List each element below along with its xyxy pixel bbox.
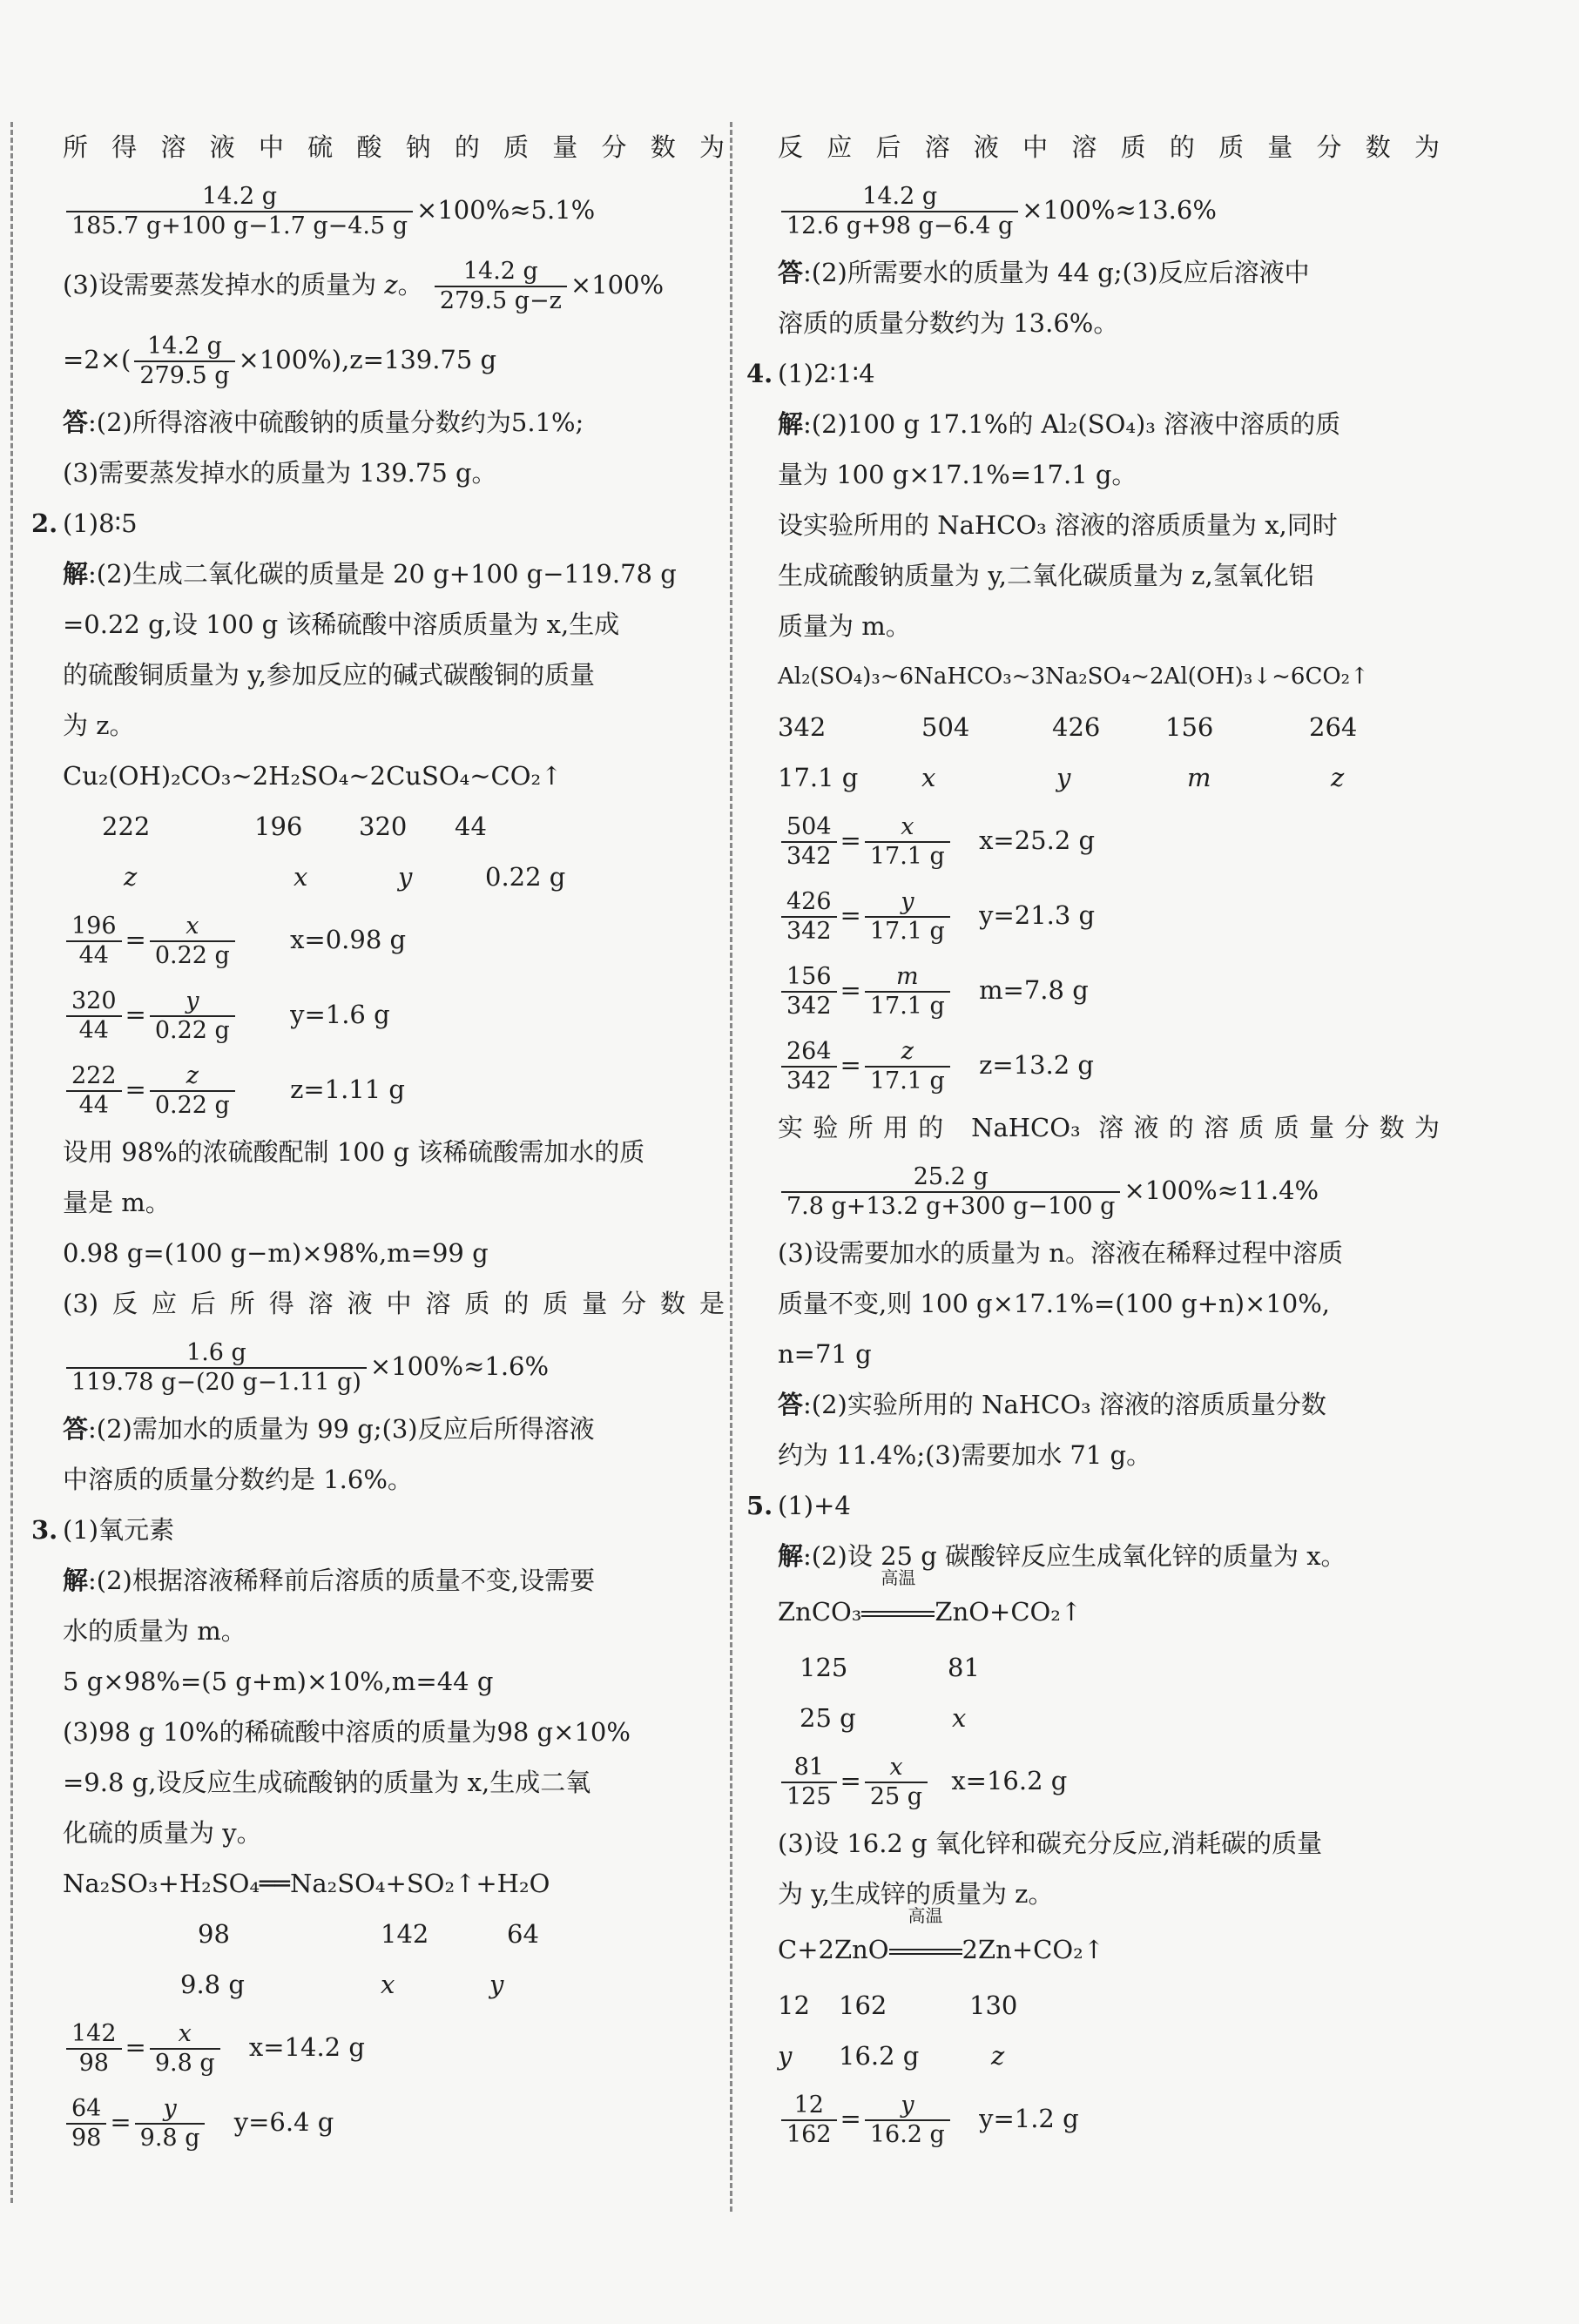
- fraction: $\frac{12}{162}$: [781, 2092, 837, 2149]
- text-line: 为 z。: [63, 711, 135, 740]
- variable-row: y 16.2 g z: [778, 2041, 1005, 2071]
- text-line: 化硫的质量为 y。: [63, 1818, 262, 1848]
- fraction: $\frac{264}{342}$: [781, 1038, 837, 1095]
- ratio-line: $\frac{142}{98}$ = $\frac{x}{9.8 g}$ x=14.2 g: [63, 2010, 725, 2085]
- fraction: $\frac{14.2 g}{279.5 g-z}$: [435, 258, 567, 315]
- equation: C+2ZnO 高温 2Zn+CO₂↑: [778, 1919, 1440, 1980]
- fraction: $\frac{196}{44}$: [66, 913, 122, 970]
- reaction-arrow: 高温: [861, 1581, 935, 1642]
- fraction: $\frac{y}{0.22 g}$: [150, 987, 235, 1045]
- text-line: 生成硫酸钠质量为 y,二氧化碳质量为 z,氢氧化铝: [778, 561, 1314, 590]
- question-3: 3. (1)氧元素: [31, 1515, 175, 1545]
- fraction-line: =2×( $\frac{14.2 g}{279.5 g}$ ×100%),z=139.75 g: [63, 333, 497, 389]
- answer-line: 答:(2)所得溶液中硫酸钠的质量分数约为5.1%;: [63, 408, 584, 437]
- mass-row: 12 162 130: [778, 1991, 1018, 2020]
- fraction: $\frac{222}{44}$: [66, 1062, 122, 1120]
- text-line: 反应后溶液中溶质的质量分数为: [778, 132, 1440, 162]
- text-line: 质量不变,则 100 g×17.1%=(100 g+n)×10%,: [778, 1289, 1331, 1318]
- text-line: 的硫酸铜质量为 y,参加反应的碱式碳酸铜的质量: [63, 660, 595, 690]
- answer-line: 答:(2)实验所用的 NaHCO₃ 溶液的溶质质量分数: [778, 1390, 1326, 1419]
- text-line: 5 g×98%=(5 g+m)×10%,m=44 g: [63, 1667, 494, 1696]
- equation: Al₂(SO₄)₃~6NaHCO₃~3Na₂SO₄~2Al(OH)₃↓~6CO₂↑: [778, 664, 1369, 690]
- text-line: (3)设需要加水的质量为 n。溶液在稀释过程中溶质: [778, 1238, 1343, 1268]
- ratio-line: $\frac{264}{342}$ = $\frac{z}{17.1 g}$ z=13.2 g: [778, 1027, 1440, 1102]
- binding-line: [10, 122, 13, 2203]
- question-4: 4. (1)2∶1∶4: [746, 359, 875, 388]
- answer-line: 约为 11.4%;(3)需要加水 71 g。: [778, 1440, 1152, 1470]
- text-line: 水的质量为 m。: [63, 1616, 246, 1646]
- fraction: $\frac{z}{17.1 g}$: [865, 1038, 950, 1095]
- fraction: $\frac{x}{17.1 g}$: [865, 813, 950, 871]
- ratio-line: $\frac{156}{342}$ = $\frac{m}{17.1 g}$ m=7.8 g: [778, 953, 1440, 1027]
- right-column: [746, 122, 1440, 2156]
- ratio-line: $\frac{196}{44}$ = $\frac{x}{0.22 g}$ x=0.98 g: [63, 902, 725, 977]
- answer-line: 溶质的质量分数约为 13.6%。: [778, 308, 1119, 338]
- fraction: $\frac{x}{25 g}$: [865, 1754, 928, 1811]
- fraction-line: $\frac{25.2 g}{7.8 g+13.2 g+300 g-100 g}$ ×100%≈11.4%: [778, 1153, 1440, 1228]
- solution-line: 解:(2)生成二氧化碳的质量是 20 g+100 g−119.78 g: [63, 559, 677, 589]
- text-line: 量是 m。: [63, 1188, 171, 1217]
- solution-line: 解:(2)根据溶液稀释前后溶质的质量不变,设需要: [63, 1566, 596, 1595]
- variable-row: 17.1 g x y m z: [778, 763, 1345, 792]
- answer-line: 答:(2)需加水的质量为 99 g;(3)反应后所得溶液: [63, 1414, 595, 1444]
- fraction-line: $\frac{1.6 g}{119.78 g-(20 g-1.11 g)}$ ×100%≈1.6%: [63, 1329, 725, 1404]
- ratio-line: $\frac{320}{44}$ = $\frac{y}{0.22 g}$ y=1.6 g: [63, 977, 725, 1052]
- left-column: [31, 122, 725, 2159]
- ratio-line: $\frac{12}{162}$ = $\frac{y}{16.2 g}$ y=1.2 g: [778, 2081, 1440, 2156]
- text-line: (3)反应后所得溶液中溶质的质量分数是: [63, 1289, 725, 1318]
- fraction: $\frac{y}{17.1 g}$: [865, 888, 950, 946]
- fraction: $\frac{x}{0.22 g}$: [150, 913, 235, 970]
- fraction: $\frac{m}{17.1 g}$: [865, 963, 950, 1021]
- text-line: 实验所用的 NaHCO₃ 溶液的溶质质量分数为: [778, 1113, 1440, 1142]
- answer-line: (3)需要蒸发掉水的质量为 139.75 g。: [63, 458, 497, 488]
- fraction: $\frac{81}{125}$: [781, 1754, 837, 1811]
- text-line: 量为 100 g×17.1%=17.1 g。: [778, 460, 1137, 489]
- equation: Na₂SO₃+H₂SO₄══Na₂SO₄+SO₂↑+H₂O: [63, 1869, 550, 1898]
- solution-line: 解:(2)100 g 17.1%的 Al₂(SO₄)₃ 溶液中溶质的质: [778, 409, 1341, 439]
- question-2: 2. (1)8∶5: [31, 509, 138, 538]
- reaction-arrow: 高温: [889, 1919, 962, 1980]
- ratio-line: $\frac{426}{342}$ = $\frac{y}{17.1 g}$ y=21.3 g: [778, 878, 1440, 953]
- text-line: (3)设 16.2 g 氧化锌和碳充分反应,消耗碳的质量: [778, 1829, 1323, 1858]
- fraction: $\frac{y}{9.8 g}$: [135, 2095, 206, 2152]
- fraction: $\frac{14.2 g}{279.5 g}$: [134, 333, 234, 390]
- mass-row: 98 142 64: [198, 1919, 539, 1949]
- fraction: $\frac{y}{16.2 g}$: [865, 2092, 950, 2149]
- variable-row: z x y 0.22 g: [124, 862, 566, 892]
- mass-row: 222 196 320 44: [102, 812, 487, 841]
- text-line: 设用 98%的浓硫酸配制 100 g 该稀硫酸需加水的质: [63, 1137, 645, 1167]
- text-line: 为 y,生成锌的质量为 z。: [778, 1879, 1054, 1909]
- ratio-line: $\frac{81}{125}$ = $\frac{x}{25 g}$ x=16.2 g: [778, 1743, 1440, 1818]
- solution-line: 解:(2)设 25 g 碳酸锌反应生成氧化锌的质量为 x。: [778, 1541, 1346, 1571]
- column-divider: [730, 122, 732, 2212]
- question-5: 5. (1)+4: [746, 1491, 851, 1520]
- text-line: 质量为 m。: [778, 611, 911, 641]
- text-line: n=71 g: [778, 1339, 872, 1369]
- ratio-line: $\frac{222}{44}$ = $\frac{z}{0.22 g}$ z=1.11 g: [63, 1052, 725, 1127]
- text-line: =9.8 g,设反应生成硫酸钠的质量为 x,生成二氧: [63, 1768, 591, 1797]
- mass-row: 125 81: [800, 1653, 980, 1682]
- text-line: 设实验所用的 NaHCO₃ 溶液的溶质质量为 x,同时: [778, 510, 1338, 540]
- fraction-line: $\frac{14.2 g}{185.7 g+100 g-1.7 g-4.5 g}$ ×100%≈5.1%: [63, 172, 725, 247]
- answer-line: 答:(2)所需要水的质量为 44 g;(3)反应后溶液中: [778, 258, 1310, 287]
- fraction: $\frac{x}{9.8 g}$: [150, 2020, 220, 2078]
- equation: Cu₂(OH)₂CO₃~2H₂SO₄~2CuSO₄~CO₂↑: [63, 761, 563, 791]
- fraction: $\frac{142}{98}$: [66, 2020, 122, 2078]
- fraction: $\frac{14.2 g}{185.7 g+100 g-1.7 g-4.5 g}$: [66, 183, 413, 240]
- ratio-line: $\frac{504}{342}$ = $\frac{x}{17.1 g}$ x=25.2 g: [778, 803, 1440, 878]
- mass-row: 342 504 426 156 264: [778, 712, 1358, 742]
- answer-line: 中溶质的质量分数约是 1.6%。: [63, 1465, 413, 1494]
- variable-row: 9.8 g x y: [180, 1970, 504, 1999]
- variable-row: 25 g x: [800, 1703, 967, 1733]
- text-line: (3)98 g 10%的稀硫酸中溶质的质量为98 g×10%: [63, 1717, 631, 1747]
- fraction: $\frac{426}{342}$: [781, 888, 837, 946]
- fraction-line: (3)设需要蒸发掉水的质量为 z。 $\frac{14.2 g}{279.5 g-z}$ ×100%: [63, 258, 665, 314]
- fraction: $\frac{156}{342}$: [781, 963, 837, 1021]
- equation: ZnCO₃ 高温 ZnO+CO₂↑: [778, 1581, 1440, 1642]
- fraction: $\frac{14.2 g}{12.6 g+98 g-6.4 g}$: [781, 183, 1018, 240]
- ratio-line: $\frac{64}{98}$ = $\frac{y}{9.8 g}$ y=6.4 g: [63, 2085, 725, 2159]
- fraction: $\frac{504}{342}$: [781, 813, 837, 871]
- text-line: 0.98 g=(100 g−m)×98%,m=99 g: [63, 1238, 489, 1268]
- text-line: =0.22 g,设 100 g 该稀硫酸中溶质质量为 x,生成: [63, 610, 620, 639]
- fraction: $\frac{z}{0.22 g}$: [150, 1062, 235, 1120]
- fraction: $\frac{320}{44}$: [66, 987, 122, 1045]
- fraction: $\frac{1.6 g}{119.78 g-(20 g-1.11 g)}$: [66, 1339, 367, 1397]
- fraction-line: $\frac{14.2 g}{12.6 g+98 g-6.4 g}$ ×100%≈13.6%: [778, 172, 1440, 247]
- text-line: 所得溶液中硫酸钠的质量分数为: [63, 132, 725, 162]
- fraction: $\frac{25.2 g}{7.8 g+13.2 g+300 g-100 g}$: [781, 1163, 1120, 1221]
- fraction: $\frac{64}{98}$: [66, 2095, 106, 2152]
